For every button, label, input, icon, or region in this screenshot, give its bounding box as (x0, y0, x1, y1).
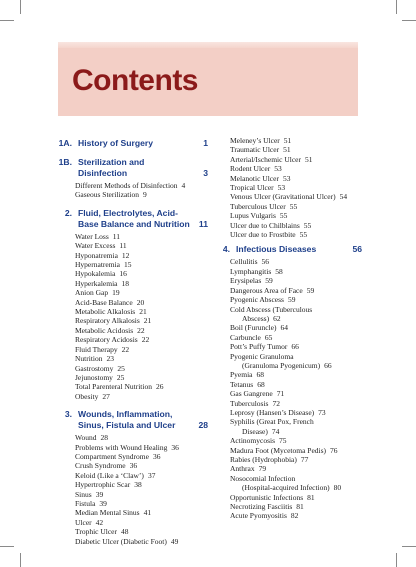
toc-entry[interactable] (216, 502, 362, 511)
toc-entry[interactable] (216, 211, 362, 220)
entry-page: 39 (95, 489, 104, 499)
entry-title: Jejunostomy (75, 372, 113, 382)
entry-page: 16 (119, 269, 127, 279)
entry-page: 64 (280, 323, 288, 333)
entry-page: 74 (271, 426, 280, 436)
entry-page: 11 (119, 241, 127, 251)
entry-title: Madura Foot (Mycetoma Pedis) (230, 445, 327, 455)
entry-title: Lupus Vulgaris (230, 211, 276, 221)
toc-entry[interactable] (216, 333, 362, 342)
entry-page: 27 (102, 391, 110, 401)
toc-entry[interactable] (216, 464, 362, 473)
crop-mark (20, 553, 21, 567)
toc-entry[interactable] (216, 276, 362, 285)
entry-page: 55 (279, 211, 288, 221)
entry-page: 51 (283, 145, 291, 155)
entry-title: Tetanus (230, 379, 254, 389)
toc-entry[interactable] (216, 221, 362, 230)
toc-entry[interactable] (58, 490, 208, 499)
toc-entry[interactable] (216, 202, 362, 211)
entry-page: 18 (121, 278, 129, 288)
entry-title: Meleney’s Ulcer (230, 136, 280, 145)
entry-page: 20 (136, 297, 145, 307)
toc-entry[interactable] (216, 145, 362, 154)
entry-title: Hypertrophic Scar (75, 480, 131, 490)
entry-title: Actinomycosis (230, 436, 275, 446)
toc-entry[interactable] (58, 190, 208, 199)
entry-page: 55 (299, 230, 308, 240)
entry-page: 15 (123, 260, 132, 270)
crop-mark (396, 0, 397, 14)
entry-page: 23 (106, 354, 114, 364)
chapter-number: 2. (64, 207, 72, 218)
entry-title: Arterial/Ischemic Ulcer (230, 154, 302, 164)
toc-entry[interactable] (216, 455, 362, 464)
toc-entry[interactable] (58, 279, 208, 288)
entry-page: 28 (100, 433, 108, 443)
entry-page: 55 (303, 220, 312, 230)
entry-page: 51 (283, 136, 292, 145)
entry-page: 22 (141, 335, 150, 345)
toc-entry[interactable] (58, 316, 208, 325)
entry-title: Metabolic Acidosis (75, 325, 134, 335)
entry-page: 58 (275, 266, 283, 276)
toc-entry[interactable] (58, 443, 208, 452)
toc-entry[interactable] (58, 298, 208, 307)
entry-title: Venous Ulcer (Gravitational Ulcer) (230, 192, 336, 202)
entry-title: Trophic Ulcer (75, 527, 118, 537)
chapter-page: 3 (203, 168, 208, 178)
chapter-number: 3. (64, 409, 72, 420)
entry-page: 56 (261, 257, 270, 267)
entry-page: 26 (155, 382, 164, 392)
entry-title: Acute Pyomyositis (230, 511, 287, 521)
entry-title: Sinus (75, 489, 92, 499)
crop-mark (396, 553, 397, 567)
entry-page: 53 (282, 173, 291, 183)
entry-title: Lymphangitis (230, 266, 272, 276)
entry-title: Hypernatremia (75, 260, 120, 270)
toc-entry[interactable] (216, 483, 362, 492)
toc-entry[interactable] (216, 361, 362, 370)
toc-chapter[interactable] (58, 208, 208, 230)
entry-title: Acid-Base Balance (75, 297, 133, 307)
toc-entry[interactable] (58, 269, 208, 278)
entry-title: Gaseous Sterilization (75, 190, 139, 200)
entry-title: (Hospital-acquired Infection) (242, 483, 330, 493)
entry-page: 25 (116, 372, 125, 382)
toc-entry[interactable] (216, 286, 362, 295)
toc-entry[interactable] (58, 326, 208, 335)
entry-title: Hypokalemia (75, 269, 116, 279)
toc-entry[interactable] (58, 471, 208, 480)
entry-page: 66 (291, 342, 299, 352)
toc-entry[interactable] (216, 417, 362, 426)
entry-page: 75 (279, 436, 287, 446)
entry-page: 77 (300, 455, 309, 464)
toc-entry[interactable] (216, 342, 362, 351)
toc-entry[interactable] (58, 288, 208, 297)
toc-chapter[interactable] (216, 244, 362, 255)
toc-entry[interactable] (58, 461, 208, 470)
toc-chapter[interactable] (58, 157, 208, 179)
entry-title: Diabetic Ulcer (Diabetic Foot) (75, 536, 167, 546)
entry-title: Anion Gap (75, 288, 109, 298)
chapter-title: Wounds, Inflammation, Sinus, Fistula and Ulcer (78, 409, 176, 431)
toc-entry[interactable] (216, 136, 362, 145)
toc-entry[interactable] (216, 267, 362, 276)
chapter-number: 1A. (58, 138, 72, 148)
entry-page: 76 (330, 445, 338, 455)
toc-entry[interactable] (58, 499, 208, 508)
entry-title: Different Methods of Disinfection (75, 181, 178, 190)
entry-title: Melanotic Ulcer (230, 173, 279, 183)
entry-title: Compartment Syndrome (75, 451, 149, 461)
chapter-page: 28 (198, 420, 208, 431)
toc-entry[interactable] (216, 389, 362, 398)
entry-title: Nutrition (75, 354, 103, 364)
entry-page: 12 (121, 250, 130, 260)
entry-page: 59 (306, 285, 315, 295)
chapter-page: 1 (203, 138, 208, 148)
entry-title: Crush Syndrome (75, 461, 126, 471)
entry-title: Gas Gangrene (230, 389, 273, 399)
toc-entry[interactable] (216, 511, 362, 520)
toc-entry[interactable] (216, 174, 362, 183)
entry-title: Syphilis (Great Pox, French (230, 417, 314, 427)
entry-title: Pyemia (230, 370, 253, 380)
entry-title: Rodent Ulcer (230, 164, 271, 174)
toc-entry[interactable] (216, 295, 362, 304)
toc-entry[interactable] (58, 433, 208, 442)
toc-column-left (58, 136, 208, 546)
toc-entry[interactable] (58, 354, 208, 363)
toc-entry[interactable] (58, 537, 208, 546)
toc-entry[interactable] (216, 305, 362, 314)
entry-title: Total Parenteral Nutrition (75, 382, 152, 392)
entry-page: 79 (258, 464, 267, 474)
entry-title: Fluid Therapy (75, 344, 118, 354)
entry-page: 41 (143, 508, 152, 518)
entry-page: 80 (333, 483, 342, 493)
entry-page: 36 (152, 451, 161, 461)
entry-title: Leprosy (Hansen’s Disease) (230, 407, 315, 417)
chapter-number: 1B. (58, 157, 72, 167)
entry-page: 53 (277, 183, 286, 193)
entry-title: Tuberculous Ulcer (230, 201, 286, 211)
entry-title: Respiratory Acidosis (75, 335, 138, 345)
toc-entry[interactable] (58, 373, 208, 382)
crop-mark (0, 20, 14, 21)
entry-page: 9 (142, 190, 147, 200)
toc-chapter[interactable] (58, 409, 208, 431)
entry-page: 68 (257, 379, 265, 389)
entry-title: Wound (75, 433, 97, 443)
toc-entry[interactable] (216, 427, 362, 436)
entry-title: Traumatic Ulcer (230, 145, 280, 155)
toc-entry[interactable] (216, 408, 362, 417)
chapter-title: Infectious Diseases (236, 244, 317, 255)
entry-page: 81 (296, 502, 304, 512)
toc-entry[interactable] (58, 345, 208, 354)
toc-entry[interactable] (58, 508, 208, 517)
toc-entry[interactable] (216, 436, 362, 445)
crop-mark (402, 20, 416, 21)
entry-page: 39 (99, 498, 107, 508)
entry-title: Erysipelas (230, 276, 262, 286)
toc-entry[interactable] (58, 480, 208, 489)
entry-page: 65 (264, 332, 273, 342)
entry-page: 36 (171, 442, 179, 452)
entry-title: Median Mental Sinus (75, 508, 140, 518)
entry-title: Pyogenic Granuloma (230, 351, 294, 361)
entry-page: 55 (289, 201, 298, 211)
toc-entry[interactable] (58, 251, 208, 260)
toc-entry[interactable] (58, 364, 208, 373)
entry-title: Nosocomial Infection (230, 473, 296, 483)
entry-page: 54 (339, 192, 348, 202)
crop-mark (402, 546, 416, 547)
entry-page: 37 (147, 470, 156, 480)
entry-page: 22 (137, 325, 145, 335)
toc-entry[interactable] (216, 380, 362, 389)
toc-entry[interactable] (216, 230, 362, 239)
entry-title: (Granuloma Pyogenicum) (242, 360, 321, 370)
entry-page: 66 (324, 360, 332, 370)
entry-page: 82 (290, 511, 299, 521)
entry-page: 21 (139, 307, 147, 317)
chapter-number: 4. (222, 244, 230, 255)
entry-title: Rabies (Hydrophobia) (230, 455, 297, 464)
toc-entry[interactable] (216, 399, 362, 408)
chapter-page: 11 (198, 218, 208, 229)
toc-entry[interactable] (58, 382, 208, 391)
toc-entry[interactable] (216, 183, 362, 192)
entry-page: 59 (265, 276, 273, 286)
entry-title: Fistula (75, 498, 96, 508)
toc-entry[interactable] (216, 370, 362, 379)
toc-entry[interactable] (216, 257, 362, 266)
entry-title: Hyponatremia (75, 250, 118, 260)
toc-entry[interactable] (216, 493, 362, 502)
entry-title: Pyogenic Abscess (230, 295, 284, 305)
entry-title: Tuberculosis (230, 398, 269, 408)
entry-title: Anthrax (230, 464, 255, 474)
entry-title: Hyperkalemia (75, 278, 118, 288)
entry-title: Dangerous Area of Face (230, 285, 303, 295)
entry-page: 48 (121, 527, 129, 537)
toc-entry[interactable] (216, 446, 362, 455)
entry-title: Cold Abscess (Tuberculous (230, 304, 313, 314)
toc-column-right (216, 136, 362, 521)
entry-title: Keloid (Like a ‘Claw’) (75, 470, 144, 480)
entry-title: Pott’s Puffy Tumor (230, 342, 288, 352)
toc-entry[interactable] (58, 241, 208, 250)
toc-entry[interactable] (58, 392, 208, 401)
chapter-title: Sterilization and Disinfection (78, 157, 145, 178)
entry-page: 21 (143, 316, 152, 326)
crop-mark (20, 0, 21, 14)
toc-entry[interactable] (58, 452, 208, 461)
entry-page: 19 (112, 288, 120, 298)
entry-page: 71 (276, 389, 285, 399)
entry-title: Ulcer due to Frostbite (230, 230, 296, 240)
toc-entry[interactable] (58, 232, 208, 241)
toc-entry[interactable] (58, 527, 208, 536)
toc-chapter[interactable] (58, 138, 208, 149)
entry-page: 59 (287, 295, 296, 305)
entry-page: 42 (95, 517, 104, 527)
page-title: Contents (72, 64, 198, 97)
entry-page: 68 (256, 370, 264, 380)
entry-page: 73 (318, 407, 326, 417)
entry-title: Respiratory Alkalosis (75, 316, 140, 326)
toc-entry[interactable] (216, 155, 362, 164)
toc-entry[interactable] (216, 474, 362, 483)
entry-title: Cellulitis (230, 257, 258, 267)
toc-entry[interactable] (216, 323, 362, 332)
entry-title: Metabolic Alkalosis (75, 307, 136, 317)
entry-title: Carbuncle (230, 332, 261, 342)
entry-title: Problems with Wound Healing (75, 442, 168, 452)
toc-entry[interactable] (216, 352, 362, 361)
toc-entry[interactable] (58, 335, 208, 344)
toc-entry[interactable] (58, 181, 208, 190)
entry-title: Tropical Ulcer (230, 183, 274, 193)
toc-entry[interactable] (58, 260, 208, 269)
crop-mark (0, 546, 14, 547)
entry-title: Ulcer due to Chilblains (230, 220, 300, 230)
entry-page: 51 (305, 154, 313, 164)
entry-title: Opportunistic Infections (230, 492, 304, 502)
entry-title: Abscess) (242, 313, 270, 323)
chapter-page: 56 (352, 244, 362, 255)
entry-page: 4 (181, 181, 186, 190)
entry-title: Boil (Furuncle) (230, 323, 277, 333)
toc-entry[interactable] (216, 314, 362, 323)
entry-title: Disease) (242, 426, 268, 436)
chapter-title: Fluid, Electrolytes, Acid-Base Balance and Nutrition (78, 207, 190, 229)
entry-page: 49 (170, 536, 179, 546)
entry-title: Necrotizing Fasciitis (230, 502, 293, 512)
entry-page: 36 (129, 461, 138, 471)
entry-page: 38 (134, 480, 142, 490)
toc-entry[interactable] (216, 192, 362, 201)
entry-page: 11 (112, 231, 120, 241)
entry-title: Water Loss (75, 231, 109, 241)
toc-entry[interactable] (58, 307, 208, 316)
entry-title: Water Excess (75, 241, 116, 251)
entry-page: 22 (121, 344, 130, 354)
entry-page: 25 (117, 363, 125, 373)
entry-title: Ulcer (75, 517, 92, 527)
entry-page: 81 (307, 492, 315, 502)
toc-entry[interactable] (216, 164, 362, 173)
toc-entry[interactable] (58, 518, 208, 527)
entry-title: Obesity (75, 391, 99, 401)
entry-title: Gastrostomy (75, 363, 114, 373)
entry-page: 72 (272, 398, 280, 408)
chapter-title: History of Surgery (78, 138, 153, 148)
entry-page: 62 (273, 313, 281, 323)
entry-page: 53 (274, 164, 282, 174)
